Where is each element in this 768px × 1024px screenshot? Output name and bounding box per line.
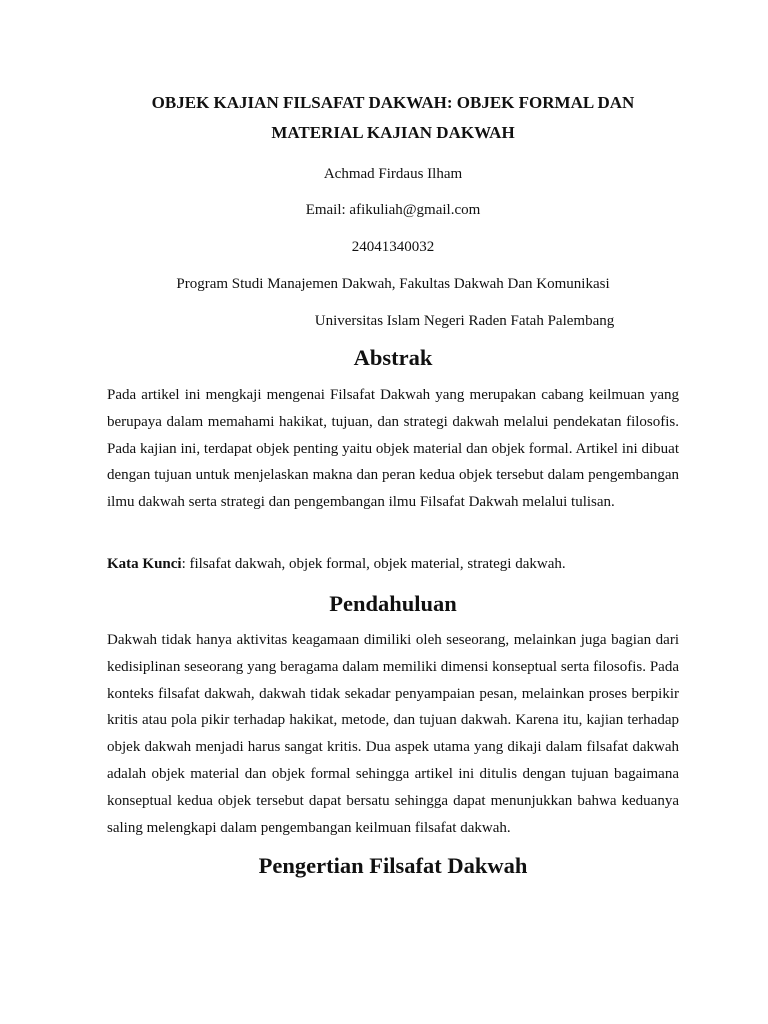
student-id: 24041340032 xyxy=(351,239,435,255)
author-email: Email: afikuliah@gmail.com xyxy=(305,202,481,218)
section-heading-definition: Pengertian Filsafat Dakwah xyxy=(258,853,528,878)
document-title: OBJEK KAJIAN FILSAFAT DAKWAH: OBJEK FORMAL DAN MATERIAL KAJIAN DAKWAH xyxy=(151,93,635,142)
keywords-label: Kata Kunci xyxy=(107,556,182,572)
keywords-line xyxy=(107,554,679,574)
keywords-text: : filsafat dakwah, objek formal, objek material, strategi dakwah. xyxy=(181,556,566,572)
introduction-heading: Pendahuluan xyxy=(329,591,457,616)
abstract-body: Pada artikel ini mengkaji mengenai Filsafat Dakwah yang merupakan cabang keilmuan yang berupaya dalam memahami hakikat, tujuan, dan strategi dakwah melalui pendekatan filosofis. Pada kajian ini, terdapat objek penting yaitu objek material dan objek formal. Artikel ini dibuat dengan tujuan untuk menjelaskan makna dan peran kedua objek tersebut dalam pengembangan ilmu dakwah serta strategi dan pengembangan ilmu Filsafat Dakwah melalui tulisan. xyxy=(107,387,679,511)
abstract-heading: Abstrak xyxy=(353,345,433,370)
introduction-body: Dakwah tidak hanya aktivitas keagamaan dimiliki oleh seseorang, melainkan juga bagian dari kedisiplinan seseorang yang beragama dalam memiliki dimensi konseptual serta filosofis. Pada konteks filsafat dakwah, dakwah tidak sekadar penyampaian pesan, melainkan proses berpikir kritis atau pola pikir terhadap hakikat, metode, dan tujuan dakwah. Karena itu, kajian terhadap objek dakwah menjadi harus sangat kritis. Dua aspek utama yang dikaji dalam filsafat dakwah adalah objek material dan objek formal sehingga artikel ini ditulis dengan tujuan bagaimana konseptual kedua objek tersebut dapat bersatu sehingga dapat menunjukkan bahwa keduanya saling melengkapi dalam pengembangan keilmuan filsafat dakwah. xyxy=(107,632,679,836)
university-name: Universitas Islam Negeri Raden Fatah Palembang xyxy=(314,313,615,329)
author-name: Achmad Firdaus Ilham xyxy=(323,166,463,182)
study-program: Program Studi Manajemen Dakwah, Fakultas Dakwah Dan Komunikasi xyxy=(176,276,610,292)
